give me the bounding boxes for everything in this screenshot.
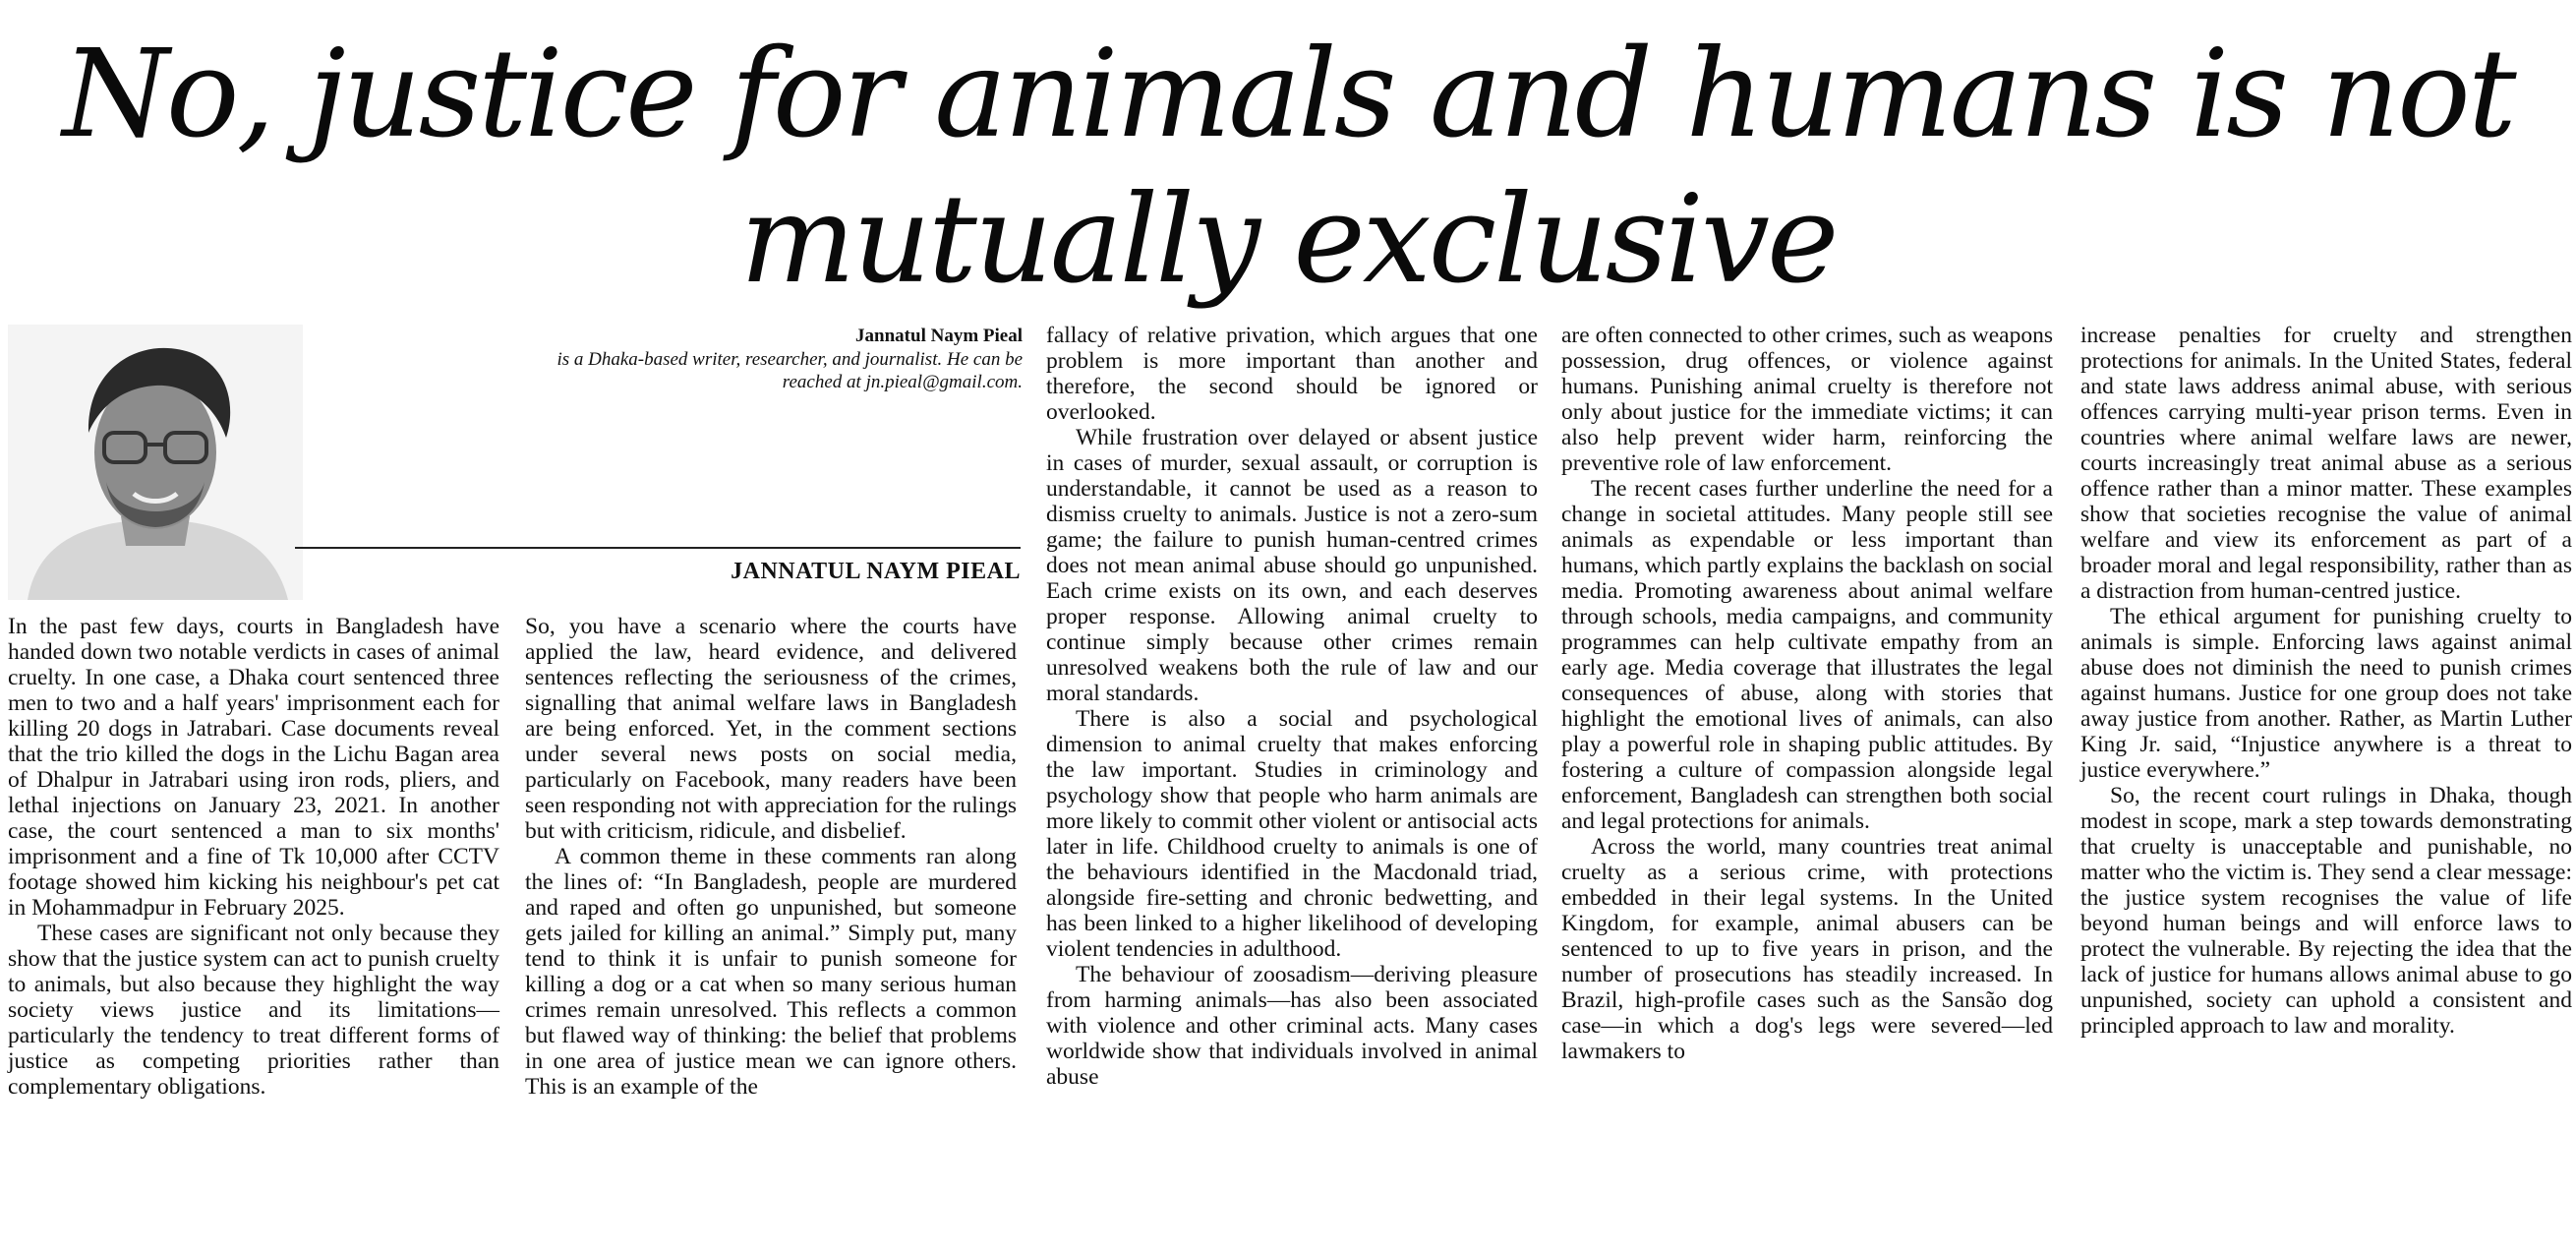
paragraph: The behaviour of zoosadism—deriving pleasure from harming animals—has also been associated with violence and other criminal acts. Many cases worldwide show that individuals involved in animal abuse xyxy=(1046,962,1538,1090)
paragraph: The ethical argument for punishing cruelty to animals is simple. Enforcing laws against animal abuse does not diminish the need to punish crimes against humans. Justice for one group does not take away justice from another. Rather, as Martin Luther King Jr. said, “Injustice anywhere is a threat to justice everywhere.” xyxy=(2080,604,2572,783)
article-column-3 xyxy=(1046,323,1538,1090)
paragraph: While frustration over delayed or absent justice in cases of murder, sexual assault, or corruption is understandable, it cannot be used as a reason to dismiss cruelty to animals. Justice is not a zero-sum game; the failure to punish human-centred crimes does not mean animal abuse should go unpunished. Each crime exists on its own, and each deserves proper response. Allowing animal cruelty to continue simply because other crimes remain unresolved weakens both the rule of law and our moral standards. xyxy=(1046,425,1538,706)
paragraph: The recent cases further underline the need for a change in societal attitudes. Many people still see animals as expendable or less important than humans, which partly explains the backlash on social media. Promoting awareness about animal welfare through schools, media campaigns, and community programmes can help cultivate empathy from an early age. Media coverage that illustrates the legal consequences of abuse, along with stories that highlight the emotional lives of animals, can also play a powerful role in shaping public attitudes. By fostering a culture of compassion alongside legal enforcement, Bangladesh can strengthen both social and legal protections for animals. xyxy=(1561,476,2053,834)
author-photo xyxy=(8,325,303,600)
author-portrait-icon xyxy=(8,325,303,600)
byline: JANNATUL NAYM PIEAL xyxy=(731,559,1021,584)
author-info xyxy=(551,325,1023,393)
paragraph: are often connected to other crimes, such as weapons possession, drug offences, or violence against humans. Punishing animal cruelty is therefore not only about justice for the immediate victims; it can also help prevent wider harm, reinforcing the preventive role of law enforcement. xyxy=(1561,323,2053,476)
headline: No, justice for animals and humans is not mutually exclusive xyxy=(62,24,2514,311)
paragraph: Across the world, many countries treat animal cruelty as a serious crime, with protections embedded in their legal systems. In the United Kingdom, for example, animal abusers can be sentenced to up to five years in prison, and the number of prosecutions has steadily increased. In Brazil, high-profile cases such as the Sansão dog case—in which a dog's legs were severed—led lawmakers to xyxy=(1561,834,2053,1064)
paragraph: In the past few days, courts in Bangladesh have handed down two notable verdicts in cases of animal cruelty. In one case, a Dhaka court sentenced three men to two and a half years' imprisonment each for killing 20 dogs in Jatrabari. Case documents reveal that the trio killed the dogs in the Lichu Bagan area of Dhalpur in Jatrabari using iron rods, pliers, and lethal injections on January 23, 2021. In another case, the court sentenced a man to six months' imprisonment and a fine of Tk 10,000 after CCTV footage showed him kicking his neighbour's pet cat in Mohammadpur in February 2025. xyxy=(8,614,499,921)
paragraph: increase penalties for cruelty and strengthen protections for animals. In the United States, federal and state laws address animal abuse, with serious offences carrying multi-year prison terms. Even in countries where animal welfare laws are newer, courts increasingly treat animal abuse as a serious offence rather than a minor matter. These examples show that societies recognise the value of animal welfare and view its enforcement as part of a broader moral and legal responsibility, rather than as a distraction from human-centred justice. xyxy=(2080,323,2572,604)
paragraph: So, the recent court rulings in Dhaka, though modest in scope, mark a step towards demonstrating that cruelty is unacceptable and punishable, no matter who the victim is. They send a clear message: the justice system recognises the value of life beyond human beings and will enforce laws to protect the vulnerable. By rejecting the idea that the lack of justice for humans allows animal abuse to go unpunished, society can uphold a consistent and principled approach to law and morality. xyxy=(2080,783,2572,1039)
article-column-4 xyxy=(1561,323,2053,1064)
article-column-1 xyxy=(8,614,499,1100)
author-name: Jannatul Naym Pieal xyxy=(855,326,1023,346)
paragraph: A common theme in these comments ran along the lines of: “In Bangladesh, people are murdered and raped and often go unpunished, but someone gets jailed for killing an animal.” Simply put, many tend to think it is unfair to punish someone for killing a dog or a cat when so many serious human crimes remain unresolved. This reflects a common but flawed way of thinking: the belief that problems in one area of justice mean we can ignore others. This is an example of the xyxy=(525,844,1017,1100)
paragraph: These cases are significant not only because they show that the justice system can act to punish cruelty to animals, but also because they highlight the way society views justice and its limitations—particularly the tendency to treat different forms of justice as competing priorities rather than complementary obligations. xyxy=(8,921,499,1100)
paragraph: fallacy of relative privation, which argues that one problem is more important than another and therefore, the second should be ignored or overlooked. xyxy=(1046,323,1538,425)
author-bio: is a Dhaka-based writer, researcher, and journalist. He can be reached at jn.pieal@gmail.com. xyxy=(556,349,1023,392)
article-column-2 xyxy=(525,614,1017,1100)
paragraph: There is also a social and psychological dimension to animal cruelty that makes enforcing the law important. Studies in criminology and psychology show that people who harm animals are more likely to commit other violent or antisocial acts later in life. Childhood cruelty to animals is one of the behaviours identified in the Macdonald triad, alongside fire-setting and chronic bedwetting, and has been linked to a higher likelihood of developing violent tendencies in adulthood. xyxy=(1046,706,1538,962)
byline-divider xyxy=(295,547,1021,549)
article-column-5 xyxy=(2080,323,2572,1039)
paragraph: So, you have a scenario where the courts have applied the law, heard evidence, and delivered sentences reflecting the seriousness of the crimes, signalling that animal welfare laws in Bangladesh are being enforced. Yet, in the comment sections under several news posts on social media, particularly on Facebook, many readers have been seen responding not with appreciation for the rulings but with criticism, ridicule, and disbelief. xyxy=(525,614,1017,844)
